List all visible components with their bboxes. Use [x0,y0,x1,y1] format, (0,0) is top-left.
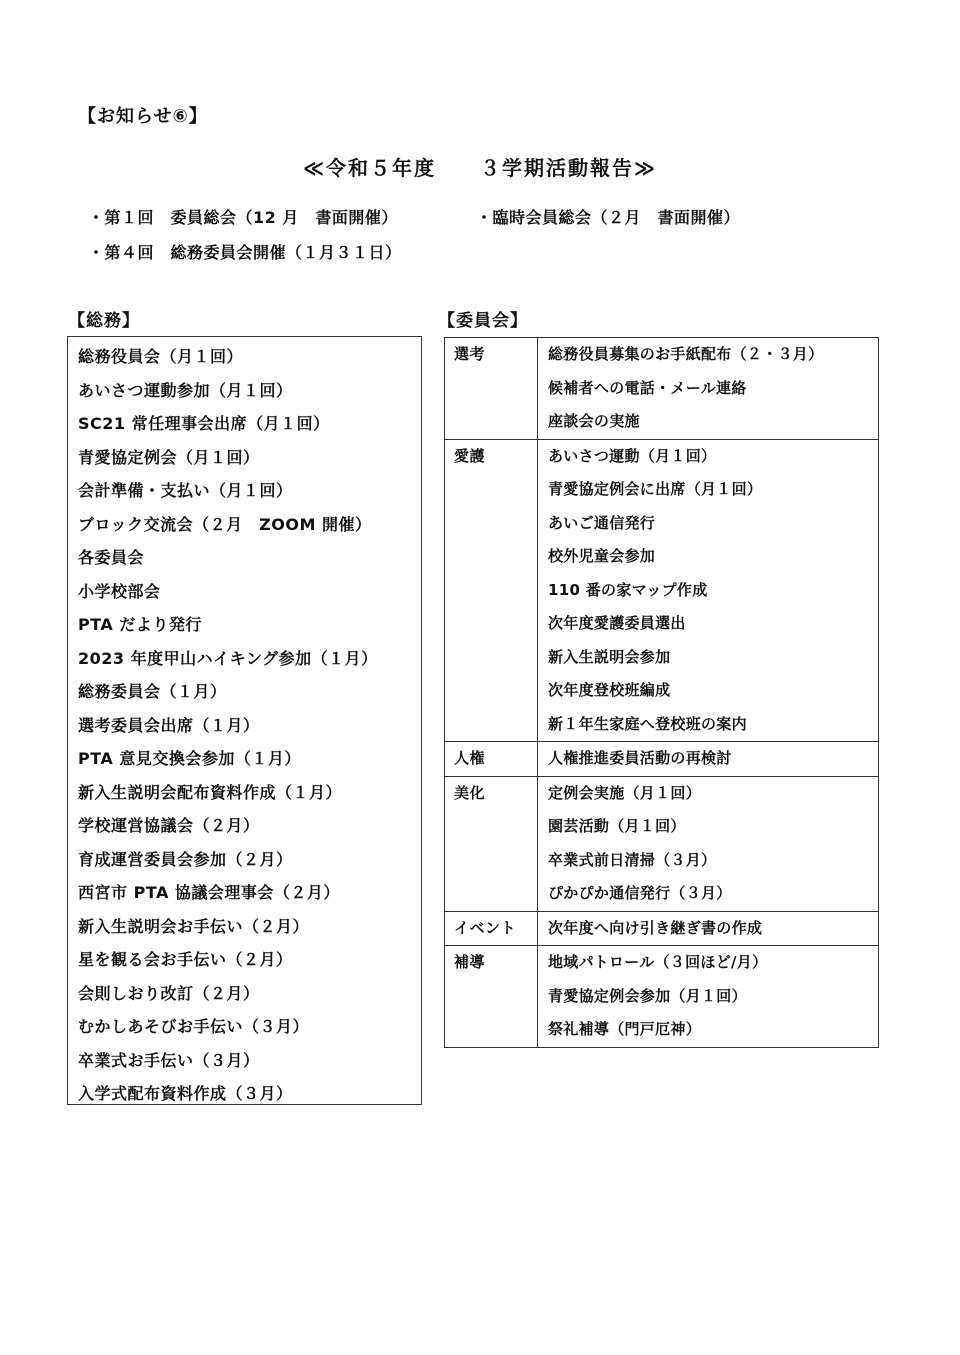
list-item: あいさつ運動参加（月１回） [78,380,293,400]
list-item: 学校運営協議会（２月） [78,816,260,835]
committee-activities [538,911,879,946]
list-item: 新入生説明会参加 [548,647,671,666]
list-item: むかしあそびお手伝い（３月） [78,1017,310,1036]
list-item: 座談会の実施 [548,412,640,430]
committee-category: 人権 [445,742,538,777]
list-item: 育成運営委員会参加（２月） [78,849,293,869]
committee-category: イベント [445,911,538,946]
committee-activities [538,776,879,911]
list-item: 選考委員会出席（１月） [78,715,260,735]
list-item: 西宮市 PTA 協議会理事会（２月） [78,883,340,902]
page-title: ≪令和５年度 ３学期活動報告≫ [303,156,657,180]
table-row [445,911,879,946]
notice-label: 【お知らせ⑥】 [78,106,208,127]
committee-activities [538,742,879,777]
general-affairs-list [67,336,422,1105]
committee-category: 愛護 [445,439,538,742]
bullet-extraordinary-meeting: ・臨時会員総会（２月 書面開催） [476,208,741,227]
bullet-general-meeting: ・第１回 委員総会（12 月 書面開催） [88,208,398,227]
committee-heading: 【委員会】 [438,311,528,331]
list-item: 各委員会 [78,548,145,567]
list-item: 総務役員募集のお手紙配布（２・３月） [548,345,824,363]
committee-activities [538,338,879,440]
table-row [445,776,879,911]
list-item: 卒業式お手伝い（３月） [78,1050,260,1070]
list-item: 人権推進委員活動の再検討 [548,749,732,767]
list-item: 定例会実施（月１回） [548,783,702,802]
list-item: 校外児童会参加 [548,547,656,565]
list-item: PTA 意見交換会参加（１月） [78,749,301,768]
list-item: 星を観る会お手伝い（２月） [78,950,293,969]
list-item: 2023 年度甲山ハイキング参加（１月） [78,648,378,668]
list-item: 会計準備・支払い（月１回） [78,481,293,500]
list-item: 次年度登校班編成 [548,681,671,699]
list-item: ぴかぴか通信発行（３月） [548,884,732,902]
list-item: 110 番の家マップ作成 [548,580,708,599]
list-item: 次年度へ向け引き継ぎ書の作成 [548,918,763,937]
list-item: 新入生説明会配布資料作成（１月） [78,782,343,802]
committee-activities [538,439,879,742]
committee-activities [538,946,879,1048]
list-item: 総務委員会（１月） [78,682,227,701]
table-row [445,439,879,742]
list-item: あいさつ運動（月１回） [548,446,717,465]
list-item: 青愛協定例会参加（月１回） [548,986,747,1005]
list-item: 入学式配布資料作成（３月） [78,1084,293,1103]
committee-table [444,337,879,1048]
list-item: 地域パトロール（３回ほど/月） [548,953,768,971]
committee-category: 選考 [445,338,538,440]
list-item: 新１年生家庭へ登校班の案内 [548,714,747,733]
list-item: 小学校部会 [78,581,161,601]
list-item: 卒業式前日清掃（３月） [548,850,717,869]
committee-category: 補導 [445,946,538,1048]
table-row [445,338,879,440]
list-item: PTA だより発行 [78,615,202,634]
list-item: あいご通信発行 [548,513,656,532]
list-item: ブロック交流会（２月 ZOOM 開催） [78,514,372,534]
list-item: 候補者への電話・メール連絡 [548,378,747,397]
list-item: 祭礼補導（門戸厄神） [548,1020,702,1038]
committee-category: 美化 [445,776,538,911]
list-item: 青愛協定例会（月１回） [78,447,260,467]
list-item: SC21 常任理事会出席（月１回） [78,414,330,433]
general-affairs-heading: 【総務】 [68,311,140,331]
list-item: 次年度愛護委員選出 [548,614,686,632]
list-item: 青愛協定例会に出席（月１回） [548,480,763,498]
list-item: 会則しおり改訂（２月） [78,983,260,1003]
bullet-general-affairs-meeting: ・第４回 総務委員会開催（１月３１日） [88,243,402,262]
list-item: 新入生説明会お手伝い（２月） [78,916,310,936]
list-item: 園芸活動（月１回） [548,817,686,835]
table-row [445,742,879,777]
table-row [445,946,879,1048]
list-item: 総務役員会（月１回） [78,347,244,366]
